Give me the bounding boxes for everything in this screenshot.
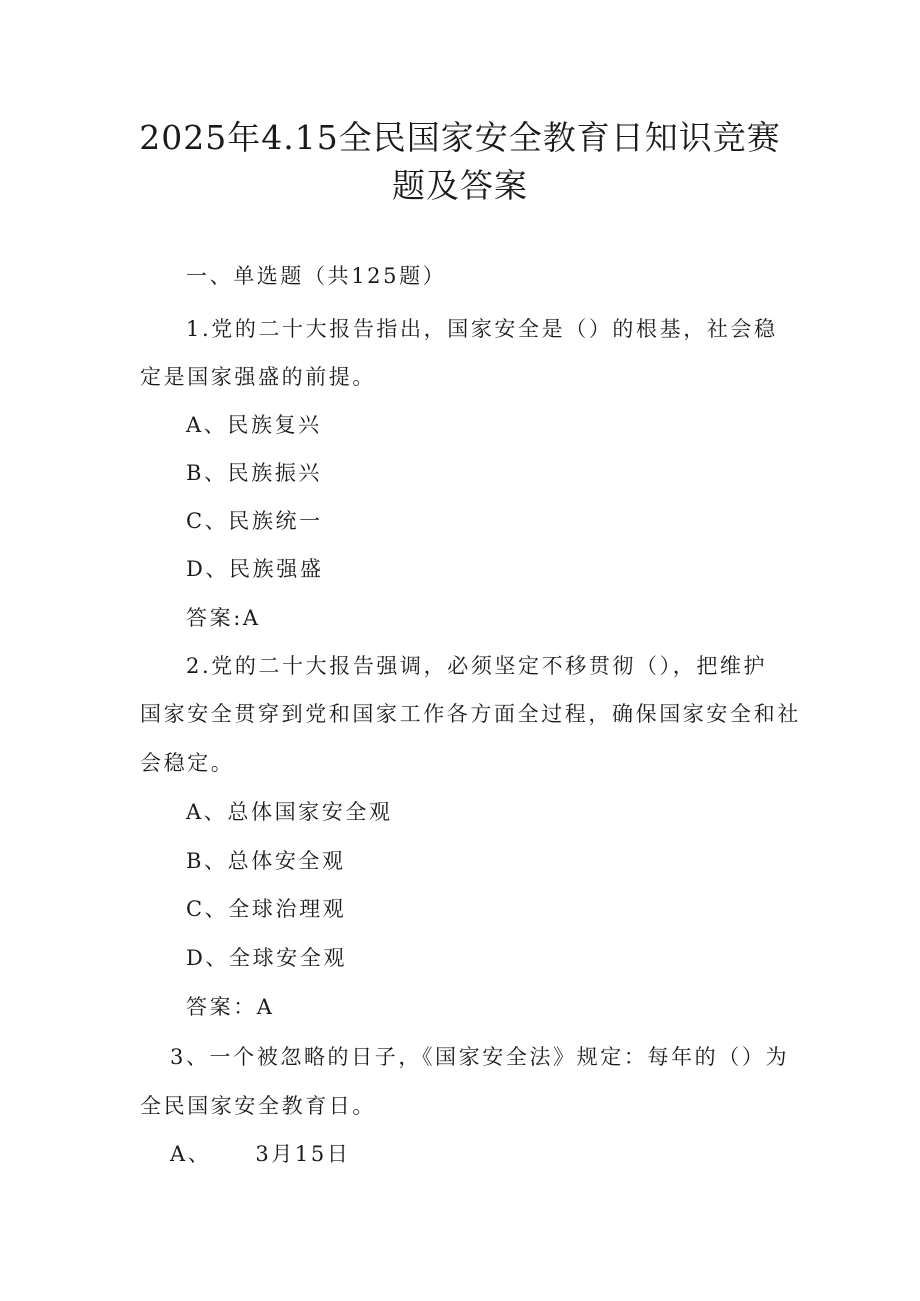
question-3-stem-line-2: 全民国家安全教育日。 — [140, 1094, 376, 1118]
question-2-stem-line-2: 国家安全贯穿到党和国家工作各方面全过程，确保国家安全和社 — [140, 702, 801, 726]
question-2-option-d: D、全球安全观 — [186, 946, 348, 970]
question-1-answer: 答案:A — [186, 606, 261, 630]
question-2-option-a: A、总体国家安全观 — [186, 800, 393, 824]
question-1-stem-line-2: 定是国家强盛的前提。 — [140, 365, 376, 389]
question-2-answer: 答案：A — [186, 995, 275, 1019]
question-1-option-a: A、民族复兴 — [186, 413, 322, 437]
section-heading: 一、单选题（共125题） — [186, 264, 447, 288]
question-2-stem-line-1: 2.党的二十大报告强调，必须坚定不移贯彻（），把维护 — [186, 654, 768, 678]
question-1-option-c: C、民族统一 — [186, 509, 323, 533]
question-3-stem-line-1: 3、一个被忽略的日子，《国家安全法》规定：每年的（）为 — [170, 1045, 790, 1069]
question-1-option-d: D、民族强盛 — [186, 557, 324, 581]
document-title-line-2: 题及答案 — [392, 166, 528, 205]
document-title-line-1: 2025年4.15全民国家安全教育日知识竞赛 — [139, 118, 781, 157]
question-1-stem-line-1: 1.党的二十大报告指出，国家安全是（）的根基，社会稳 — [186, 317, 778, 341]
question-2-option-c: C、全球治理观 — [186, 897, 347, 921]
question-2-option-b: B、总体安全观 — [186, 849, 346, 873]
question-3-option-a-letter: A、 — [170, 1142, 212, 1166]
question-1-option-b: B、民族振兴 — [186, 461, 323, 485]
question-2-stem-line-3: 会稳定。 — [140, 751, 235, 775]
question-3-option-a — [170, 1140, 350, 1168]
question-3-option-a-text: 3月15日 — [255, 1142, 351, 1166]
